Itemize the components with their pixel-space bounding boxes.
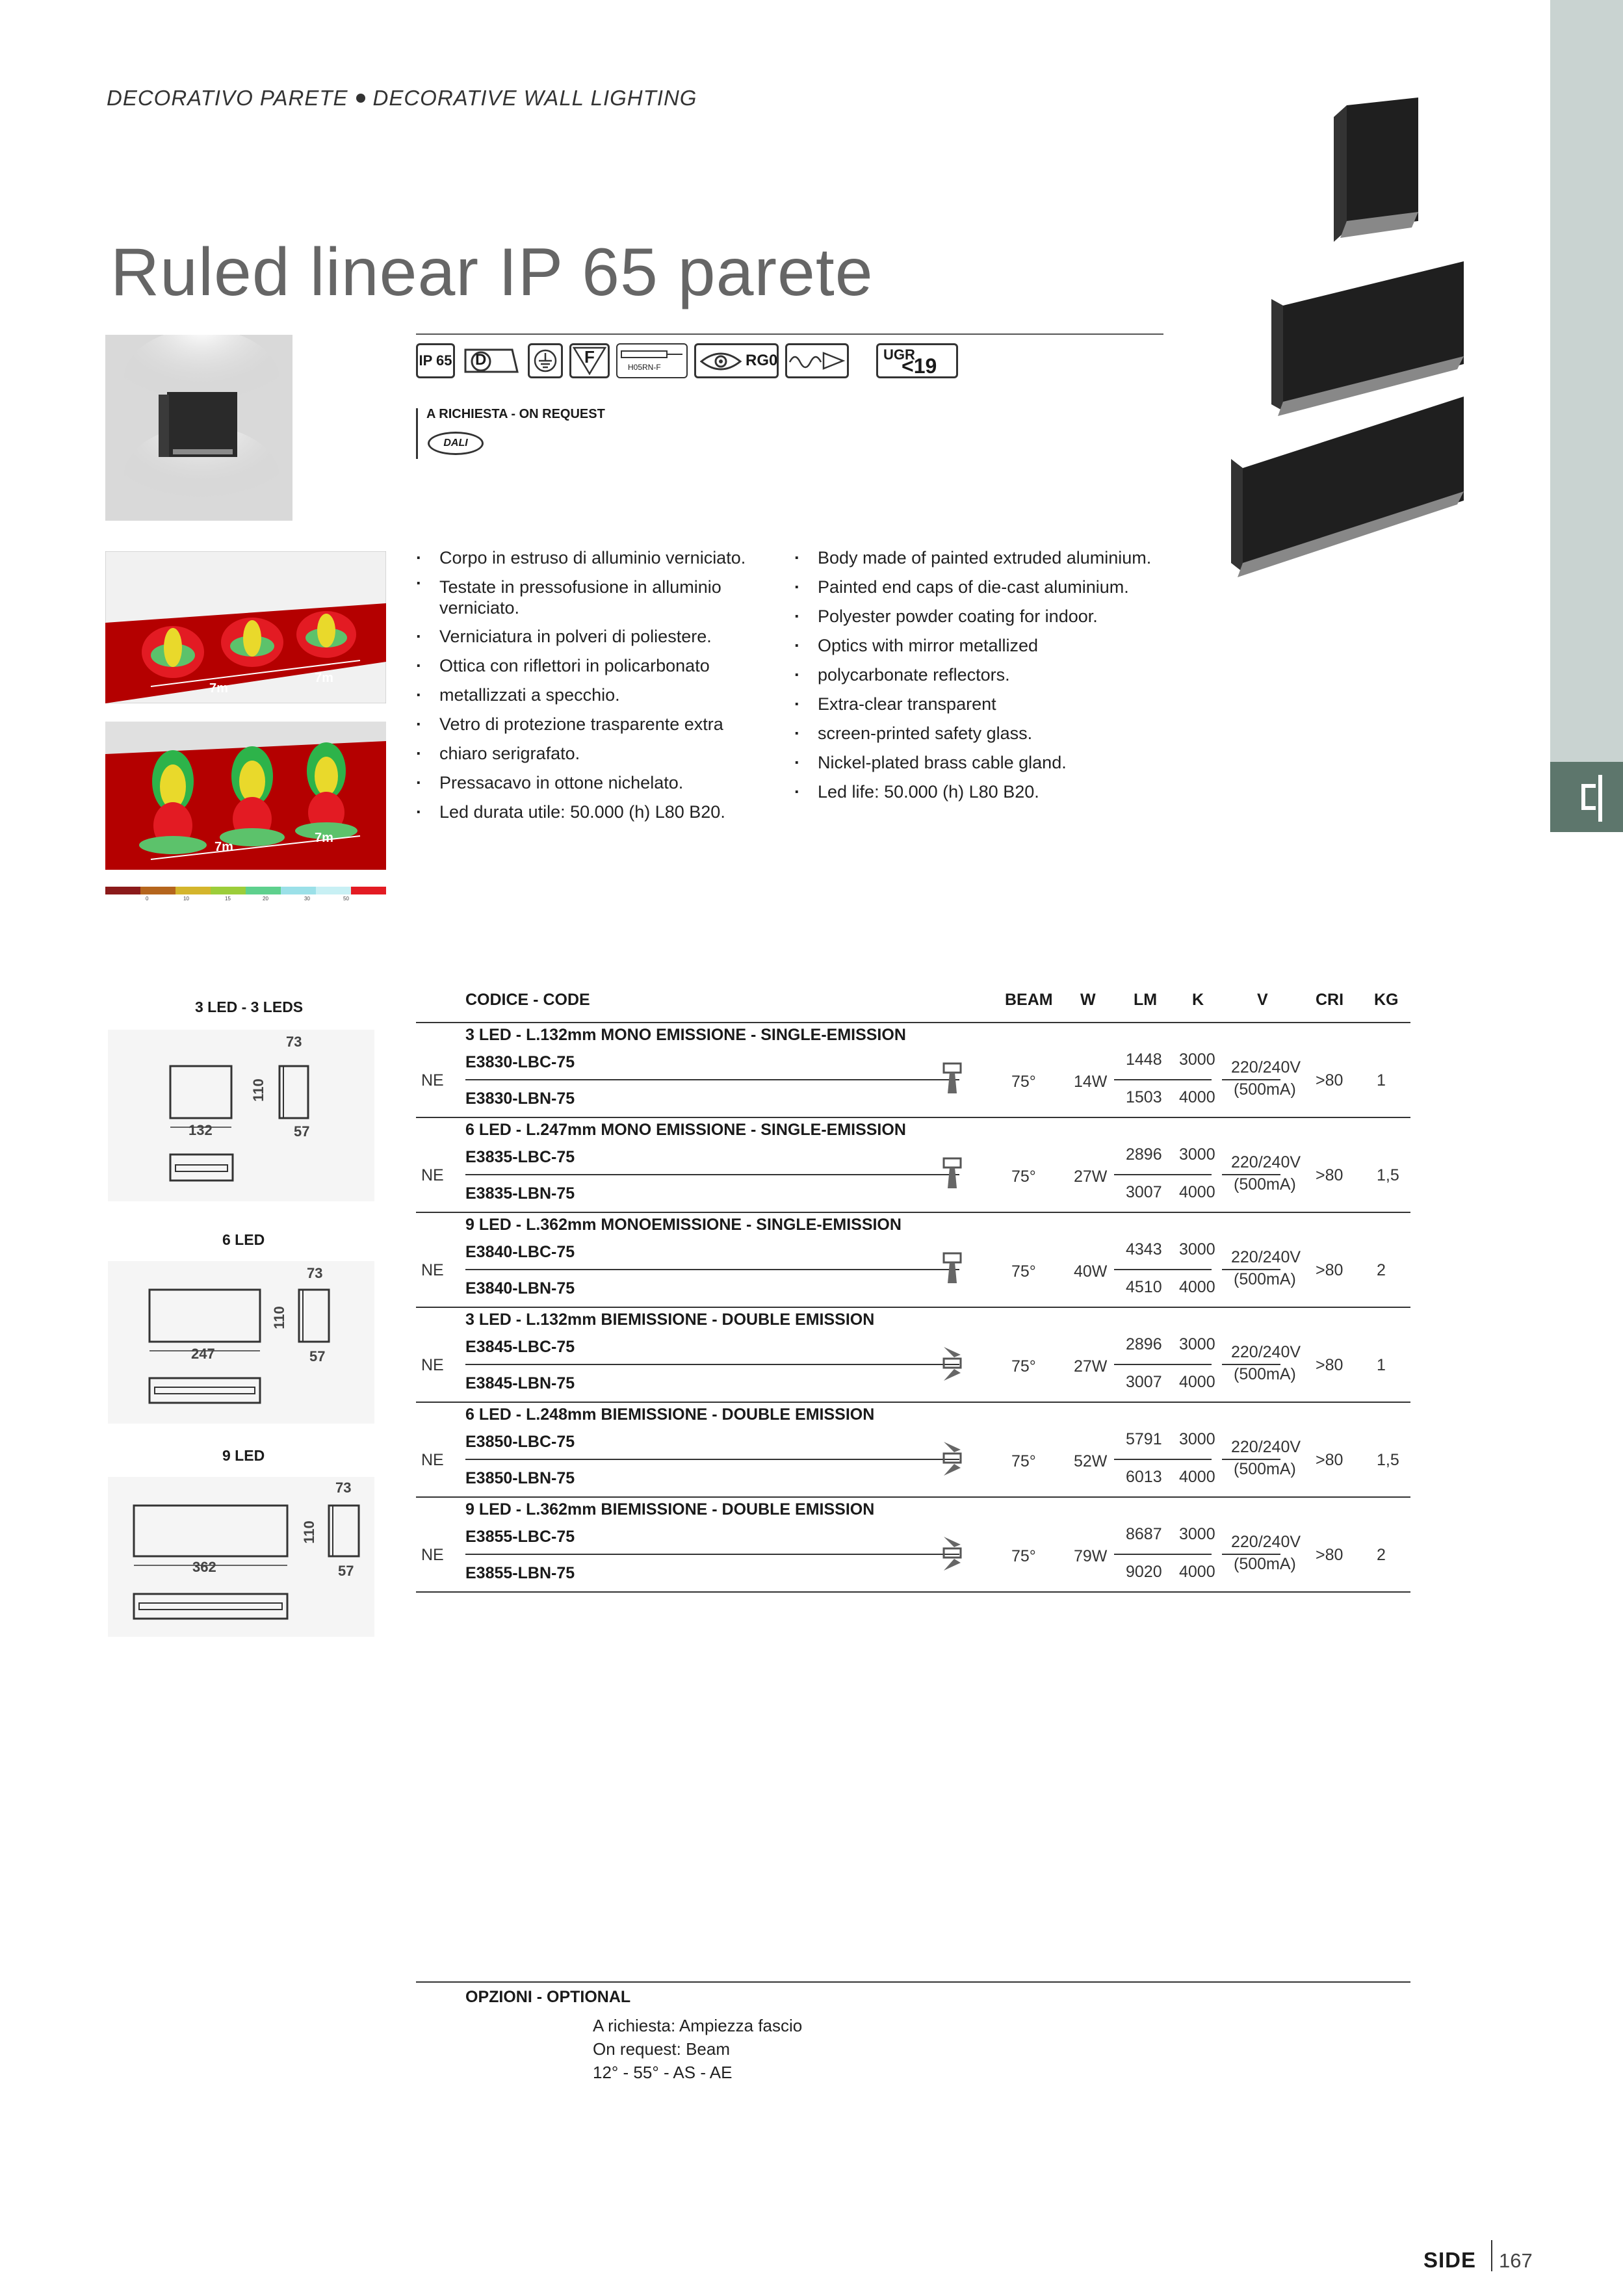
dim-height: 110 <box>270 1306 287 1329</box>
wattage: 27W <box>1074 1357 1108 1376</box>
kelvin-value: 4000 <box>1179 1563 1215 1581</box>
feature-item: · Polyester powder coating for indoor. <box>794 602 1184 631</box>
emission-icon <box>941 1346 963 1382</box>
dim-depth2: 57 <box>309 1348 326 1364</box>
product-group <box>416 1213 1410 1308</box>
cri-value: >80 <box>1316 1451 1344 1469</box>
dim-length: 247 <box>191 1346 215 1362</box>
emission-icon <box>941 1156 963 1192</box>
ip65-label: IP 65 <box>419 352 452 369</box>
row-divider <box>1114 1174 1212 1175</box>
scale-swatch <box>281 887 316 894</box>
optional-text <box>593 2014 802 2084</box>
beam-angle: 75° <box>1011 1262 1036 1281</box>
weight-value: 1 <box>1377 1356 1386 1374</box>
product-render-large <box>1243 397 1464 572</box>
dimension-label: 9 LED <box>222 1447 265 1464</box>
dim-depth2: 57 <box>294 1123 310 1140</box>
row-divider <box>465 1554 959 1555</box>
header-kg: KG <box>1374 991 1399 1009</box>
header-lm: LM <box>1134 991 1158 1009</box>
beam-angle: 75° <box>1011 1073 1036 1091</box>
wattage: 52W <box>1074 1452 1108 1470</box>
feature-item: · Verniciatura in polveri di poliestere. <box>416 622 780 651</box>
product-code[interactable]: E3850-LBN-75 <box>465 1469 575 1487</box>
voltage-value: 220/240V <box>1231 1343 1301 1361</box>
scale-swatch <box>351 887 386 894</box>
feature-item: · Corpo in estruso di alluminio verniciato. <box>416 543 780 573</box>
scale-tick: 15 <box>225 896 231 902</box>
rg0-label: RG0 <box>746 352 778 369</box>
lumen-value: 9020 <box>1126 1563 1162 1581</box>
current-value: (500mA) <box>1234 1555 1296 1573</box>
finish-code: NE <box>421 1166 444 1184</box>
group-divider <box>416 1591 1410 1593</box>
cri-value: >80 <box>1316 1261 1344 1279</box>
finish-code: NE <box>421 1546 444 1564</box>
d-mark-label: D <box>475 351 487 369</box>
lumen-value: 2896 <box>1126 1145 1162 1164</box>
product-code[interactable]: E3840-LBC-75 <box>465 1243 575 1261</box>
section-tab[interactable] <box>1550 762 1623 832</box>
finish-code: NE <box>421 1356 444 1374</box>
dim-length: 132 <box>188 1122 213 1138</box>
scale-tick: 10 <box>183 896 189 902</box>
voltage-value: 220/240V <box>1231 1058 1301 1076</box>
cable-icon <box>616 343 688 378</box>
footer-divider <box>1491 2240 1492 2271</box>
product-code[interactable]: E3845-LBC-75 <box>465 1338 575 1356</box>
product-code[interactable]: E3840-LBN-75 <box>465 1279 575 1298</box>
feature-item: · Led durata utile: 50.000 (h) L80 B20. <box>416 798 780 827</box>
ground-icon <box>528 343 563 378</box>
current-value: (500mA) <box>1234 1270 1296 1288</box>
product-group <box>416 1308 1410 1403</box>
dimension-drawing-9led <box>108 1477 374 1637</box>
product-photo <box>105 335 292 521</box>
scale-tick: 0 <box>146 896 149 902</box>
on-request-label: A RICHIESTA - ON REQUEST <box>426 407 605 421</box>
scale-swatch <box>175 887 211 894</box>
lumen-value: 3007 <box>1126 1373 1162 1391</box>
product-code[interactable]: E3855-LBC-75 <box>465 1528 575 1546</box>
row-divider <box>465 1269 959 1270</box>
brand-name: SIDE <box>1423 2248 1477 2272</box>
product-code[interactable]: E3830-LBC-75 <box>465 1053 575 1071</box>
feature-item: · Body made of painted extruded aluminium. <box>794 543 1184 573</box>
beam-angle: 75° <box>1011 1357 1036 1376</box>
feature-item: · Extra-clear transparent <box>794 690 1184 719</box>
category-en: DECORATIVE WALL LIGHTING <box>372 86 697 110</box>
kelvin-value: 4000 <box>1179 1088 1215 1106</box>
group-title: 9 LED - L.362mm BIEMISSIONE - DOUBLE EMISSION <box>465 1500 875 1519</box>
product-group <box>416 1118 1410 1213</box>
feature-item: · Vetro di protezione trasparente extra <box>416 710 780 739</box>
features-english <box>794 543 1184 807</box>
product-code[interactable]: E3835-LBN-75 <box>465 1184 575 1203</box>
product-group <box>416 1498 1410 1593</box>
distance-label: 7m <box>315 671 333 685</box>
distance-label: 7m <box>214 840 233 854</box>
voltage-value: 220/240V <box>1231 1533 1301 1551</box>
ugr-value: <19 <box>902 354 937 378</box>
cri-value: >80 <box>1316 1166 1344 1184</box>
row-divider <box>1114 1269 1212 1270</box>
page-title: Ruled linear IP 65 parete <box>110 235 874 310</box>
scale-tick: 50 <box>343 896 349 902</box>
kelvin-value: 3000 <box>1179 1145 1215 1164</box>
finish-code: NE <box>421 1261 444 1279</box>
group-title: 9 LED - L.362mm MONOEMISSIONE - SINGLE-EMISSION <box>465 1216 902 1234</box>
rg0-icon <box>694 343 779 378</box>
feature-item: · chiaro serigrafato. <box>416 739 780 768</box>
header-k: K <box>1192 991 1204 1009</box>
header-code: CODICE - CODE <box>465 991 590 1009</box>
dimension-label: 3 LED - 3 LEDS <box>195 998 304 1015</box>
beam-angle: 75° <box>1011 1452 1036 1470</box>
lumen-value: 4343 <box>1126 1240 1162 1259</box>
scale-swatch <box>211 887 246 894</box>
kelvin-value: 4000 <box>1179 1183 1215 1201</box>
product-code[interactable]: E3855-LBN-75 <box>465 1564 575 1582</box>
header-cri: CRI <box>1316 991 1344 1009</box>
request-bar <box>416 408 418 459</box>
feature-item: · Led life: 50.000 (h) L80 B20. <box>794 777 1184 807</box>
feature-item: · screen-printed safety glass. <box>794 719 1184 748</box>
emission-icon <box>941 1441 963 1477</box>
current-value: (500mA) <box>1234 1365 1296 1383</box>
title-divider <box>416 333 1163 335</box>
dim-depth: 73 <box>335 1480 352 1496</box>
group-title: 6 LED - L.247mm MONO EMISSIONE - SINGLE-EMISSION <box>465 1121 906 1139</box>
beam-angle: 75° <box>1011 1168 1036 1186</box>
feature-item: · Ottica con riflettori in policarbonato <box>416 651 780 681</box>
kelvin-value: 3000 <box>1179 1525 1215 1543</box>
lumen-value: 6013 <box>1126 1468 1162 1486</box>
lumen-value: 8687 <box>1126 1525 1162 1543</box>
dim-depth2: 57 <box>338 1563 354 1579</box>
feature-item: · Painted end caps of die-cast aluminium. <box>794 573 1184 602</box>
kelvin-value: 3000 <box>1179 1050 1215 1069</box>
emission-icon <box>941 1061 963 1097</box>
dimension-drawing-3led <box>108 1030 374 1201</box>
ugr-icon <box>876 343 958 378</box>
optional-line: A richiesta: Ampiezza fascio <box>593 2016 803 2035</box>
product-group <box>416 1403 1410 1498</box>
weight-value: 2 <box>1377 1546 1386 1564</box>
category-it: DECORATIVO PARETE <box>107 86 348 110</box>
feature-item: · metallizzati a specchio. <box>416 681 780 710</box>
product-code[interactable]: E3850-LBC-75 <box>465 1433 575 1451</box>
weight-value: 1,5 <box>1377 1166 1399 1184</box>
header-v: V <box>1257 991 1268 1009</box>
scale-tick: 30 <box>304 896 310 902</box>
side-color-bar <box>1550 0 1623 832</box>
ip65-icon <box>416 343 455 378</box>
kelvin-value: 4000 <box>1179 1468 1215 1486</box>
lumen-value: 3007 <box>1126 1183 1162 1201</box>
row-divider <box>465 1174 959 1175</box>
weight-value: 1 <box>1377 1071 1386 1089</box>
optional-divider <box>416 1981 1410 1983</box>
dali-badge: DALI <box>428 432 484 455</box>
isolux-color-scale <box>105 887 386 894</box>
weight-value: 2 <box>1377 1261 1386 1279</box>
isolux-diagram-2 <box>105 722 386 870</box>
row-divider <box>465 1079 959 1080</box>
kelvin-value: 3000 <box>1179 1430 1215 1448</box>
dim-depth: 73 <box>307 1265 323 1281</box>
cri-value: >80 <box>1316 1071 1344 1089</box>
row-divider <box>465 1459 959 1460</box>
row-divider <box>1114 1364 1212 1365</box>
voltage-value: 220/240V <box>1231 1438 1301 1456</box>
scale-swatch <box>246 887 281 894</box>
dim-length: 362 <box>192 1559 216 1575</box>
group-title: 6 LED - L.248mm BIEMISSIONE - DOUBLE EMISSION <box>465 1405 875 1424</box>
optional-line: 12° - 55° - AS - AE <box>593 2063 733 2082</box>
voltage-value: 220/240V <box>1231 1248 1301 1266</box>
wattage: 79W <box>1074 1547 1108 1565</box>
product-group <box>416 1023 1410 1118</box>
row-divider <box>1114 1459 1212 1460</box>
kelvin-value: 4000 <box>1179 1278 1215 1296</box>
voltage-value: 220/240V <box>1231 1153 1301 1171</box>
wall-lamp-icon <box>1581 784 1596 810</box>
lumen-value: 5791 <box>1126 1430 1162 1448</box>
emission-icon <box>941 1251 963 1287</box>
lumen-value: 2896 <box>1126 1335 1162 1353</box>
f-mark-icon <box>569 343 610 378</box>
feature-item: · Testate in pressofusione in alluminio verniciato. <box>416 573 780 622</box>
feature-item: · polycarbonate reflectors. <box>794 660 1184 690</box>
emission-icon <box>941 1535 963 1572</box>
ugr-label: UGR <box>883 346 915 363</box>
dimension-drawing-6led <box>108 1261 374 1424</box>
product-code[interactable]: E3845-LBN-75 <box>465 1374 575 1392</box>
current-value: (500mA) <box>1234 1080 1296 1099</box>
row-divider <box>465 1364 959 1365</box>
d-mark-icon <box>461 343 521 378</box>
kelvin-value: 3000 <box>1179 1335 1215 1353</box>
optional-line: On request: Beam <box>593 2039 730 2059</box>
cri-value: >80 <box>1316 1356 1344 1374</box>
scale-swatch <box>105 887 140 894</box>
product-code[interactable]: E3830-LBN-75 <box>465 1089 575 1108</box>
beam-angle: 75° <box>1011 1547 1036 1565</box>
page-number: 167 <box>1499 2249 1533 2272</box>
kelvin-value: 3000 <box>1179 1240 1215 1259</box>
finish-code: NE <box>421 1451 444 1469</box>
features-italian <box>416 543 780 827</box>
feature-item: · Pressacavo in ottone nichelato. <box>416 768 780 798</box>
distance-label: 7m <box>209 681 228 696</box>
product-render-small <box>1347 98 1418 230</box>
wattage: 40W <box>1074 1262 1108 1281</box>
finish-code: NE <box>421 1071 444 1089</box>
feature-item: · Nickel-plated brass cable gland. <box>794 748 1184 777</box>
group-title: 3 LED - L.132mm BIEMISSIONE - DOUBLE EMISSION <box>465 1311 875 1329</box>
feature-item: · Optics with mirror metallized <box>794 631 1184 660</box>
header-w: W <box>1080 991 1096 1009</box>
lumen-value: 4510 <box>1126 1278 1162 1296</box>
scale-tick: 20 <box>263 896 268 902</box>
lumen-value: 1448 <box>1126 1050 1162 1069</box>
dimension-label: 6 LED <box>222 1231 265 1248</box>
f-mark-label: F <box>584 346 595 367</box>
dim-height: 110 <box>250 1078 266 1102</box>
current-value: (500mA) <box>1234 1460 1296 1478</box>
optional-title: OPZIONI - OPTIONAL <box>465 1988 631 2006</box>
group-title: 3 LED - L.132mm MONO EMISSIONE - SINGLE-EMISSION <box>465 1026 906 1044</box>
scale-swatch <box>140 887 175 894</box>
distance-label: 7m <box>315 831 333 845</box>
cable-label: H05RN-F <box>628 363 661 372</box>
scale-swatch <box>316 887 351 894</box>
weight-value: 1,5 <box>1377 1451 1399 1469</box>
separator-dot <box>356 94 365 103</box>
wall-lamp-icon-bar <box>1598 775 1602 822</box>
product-render-group <box>1223 91 1464 585</box>
row-divider <box>1114 1079 1212 1080</box>
wattage: 27W <box>1074 1168 1108 1186</box>
isolux-diagram-1 <box>105 551 386 703</box>
category-header <box>107 86 697 111</box>
dim-height: 110 <box>300 1520 317 1544</box>
lumen-value: 1503 <box>1126 1088 1162 1106</box>
row-divider <box>1114 1554 1212 1555</box>
kelvin-value: 4000 <box>1179 1373 1215 1391</box>
wattage: 14W <box>1074 1073 1108 1091</box>
current-value: (500mA) <box>1234 1175 1296 1194</box>
product-code[interactable]: E3835-LBC-75 <box>465 1148 575 1166</box>
header-beam: BEAM <box>1005 991 1053 1009</box>
cri-value: >80 <box>1316 1546 1344 1564</box>
dimmable-icon <box>785 343 849 378</box>
dim-depth: 73 <box>286 1034 302 1050</box>
